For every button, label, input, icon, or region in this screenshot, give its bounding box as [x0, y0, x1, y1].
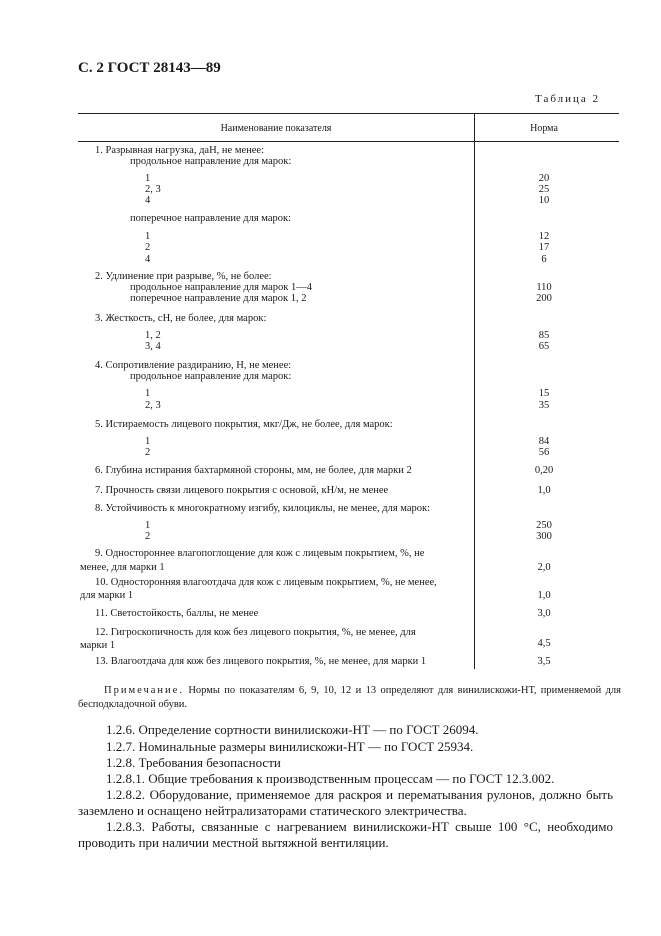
row-text: 2 — [145, 447, 151, 458]
row-text: 1 — [145, 520, 151, 531]
row-text: 3. Жесткость, сН, не более, для марок: — [95, 313, 267, 324]
row-text: 7. Прочность связи лицевого покрытия с основой, кН/м, не менее — [95, 485, 389, 496]
row-value: 15 — [538, 388, 550, 399]
row-value: 20 — [538, 173, 550, 184]
row-text: 1 — [145, 436, 151, 447]
row-value: 10 — [538, 195, 550, 206]
paragraph: 1.2.6. Определение сортности винилискожи-НТ — по ГОСТ 26094. — [106, 722, 479, 737]
row-text: 2, 3 — [145, 400, 161, 411]
table-note — [78, 684, 621, 712]
row-text: 12. Гигроскопичность для кож без лицевого покрытия, %, не менее, для — [95, 627, 416, 638]
row-text: менее, для марки 1 — [80, 562, 165, 573]
row-text: 4 — [145, 195, 151, 206]
row-text: 11. Светостойкость, баллы, не менее — [95, 608, 259, 619]
row-value: 300 — [536, 531, 552, 542]
row-value: 3,5 — [537, 656, 551, 667]
row-text: 10. Односторонняя влагоотдача для кож с лицевым покрытием, %, не менее, — [95, 577, 437, 588]
row-value: 85 — [538, 330, 550, 341]
paragraph: 1.2.8.3. Работы, связанные с нагреванием винилискожи-НТ свыше 100 °С, необходимо проводить при наличии местной вытяжной вентиляции. — [78, 819, 613, 850]
row-value: 0,20 — [534, 465, 554, 476]
row-value: 65 — [538, 341, 550, 352]
table-top-rule — [78, 113, 619, 114]
row-text: 4. Сопротивление раздиранию, Н, не менее: — [95, 360, 292, 371]
row-text: 1, 2 — [145, 330, 161, 341]
row-text: 2 — [145, 242, 151, 253]
row-text: поперечное направление для марок 1, 2 — [130, 293, 307, 304]
row-value: 35 — [538, 400, 550, 411]
row-text: для марки 1 — [80, 590, 134, 601]
note-label: Примечание. — [104, 685, 184, 696]
column-divider — [474, 113, 475, 669]
row-text: 6. Глубина истирания бахтармяной стороны, мм, не более, для марки 2 — [95, 465, 412, 476]
row-text: продольное направление для марок: — [130, 371, 292, 382]
row-value: 250 — [536, 520, 552, 531]
row-text: продольное направление для марок: — [130, 156, 292, 167]
row-value: 56 — [538, 447, 550, 458]
row-value: 25 — [538, 184, 550, 195]
paragraph: 1.2.8.2. Оборудование, применяемое для раскроя и перематывания рулонов, должно быть заземлено и оснащено нейтрализаторами статического электричества. — [78, 787, 613, 818]
row-value: 84 — [538, 436, 550, 447]
row-text: 13. Влагоотдача для кож без лицевого покрытия, %, не менее, для марки 1 — [95, 656, 427, 667]
row-text: 1. Разрывная нагрузка, даН, не менее: — [95, 145, 264, 156]
row-text: 4 — [145, 254, 151, 265]
row-text: 5. Истираемость лицевого покрытия, мкг/Дж, не более, для марок: — [95, 419, 393, 430]
row-value: 110 — [536, 282, 552, 293]
page-header: С. 2 ГОСТ 28143—89 — [78, 60, 221, 76]
row-text: 1 — [145, 388, 151, 399]
row-text: 8. Устойчивость к многократному изгибу, килоциклы, не менее, для марок: — [95, 503, 431, 514]
row-text: 1 — [145, 231, 151, 242]
column-header-norm: Норма — [530, 123, 558, 134]
row-text: 2. Удлинение при разрыве, %, не более: — [95, 271, 272, 282]
row-value: 12 — [538, 231, 550, 242]
row-text: 2, 3 — [145, 184, 161, 195]
row-text: 3, 4 — [145, 341, 161, 352]
row-value: 4,5 — [537, 638, 551, 649]
paragraph: 1.2.8.1. Общие требования к производственным процессам — по ГОСТ 12.3.002. — [106, 771, 555, 786]
row-value: 2,0 — [537, 562, 551, 573]
row-text: 2 — [145, 531, 151, 542]
row-value: 200 — [536, 293, 552, 304]
row-value: 1,0 — [537, 485, 551, 496]
row-text: 9. Одностороннее влагопоглощение для кож с лицевым покрытием, %, не — [95, 548, 425, 559]
table-header-rule — [78, 141, 619, 142]
row-value: 3,0 — [537, 608, 551, 619]
row-text: 1 — [145, 173, 151, 184]
paragraph: 1.2.8. Требования безопасности — [106, 755, 281, 770]
row-value: 17 — [538, 242, 550, 253]
row-value: 6 — [541, 254, 547, 265]
row-text: марки 1 — [80, 640, 116, 651]
row-value: 1,0 — [537, 590, 551, 601]
row-text: поперечное направление для марок: — [130, 213, 292, 224]
row-text: продольное направление для марок 1—4 — [130, 282, 312, 293]
column-header-name: Наименование показателя — [220, 123, 332, 134]
note-text: Нормы по показателям 6, 9, 10, 12 и 13 определяют для винилискожи-НТ, применяемой для бесподкладочной обуви. — [78, 685, 621, 710]
table-caption: Таблица 2 — [535, 93, 601, 105]
paragraph: 1.2.7. Номинальные размеры винилискожи-НТ — по ГОСТ 25934. — [106, 739, 474, 754]
